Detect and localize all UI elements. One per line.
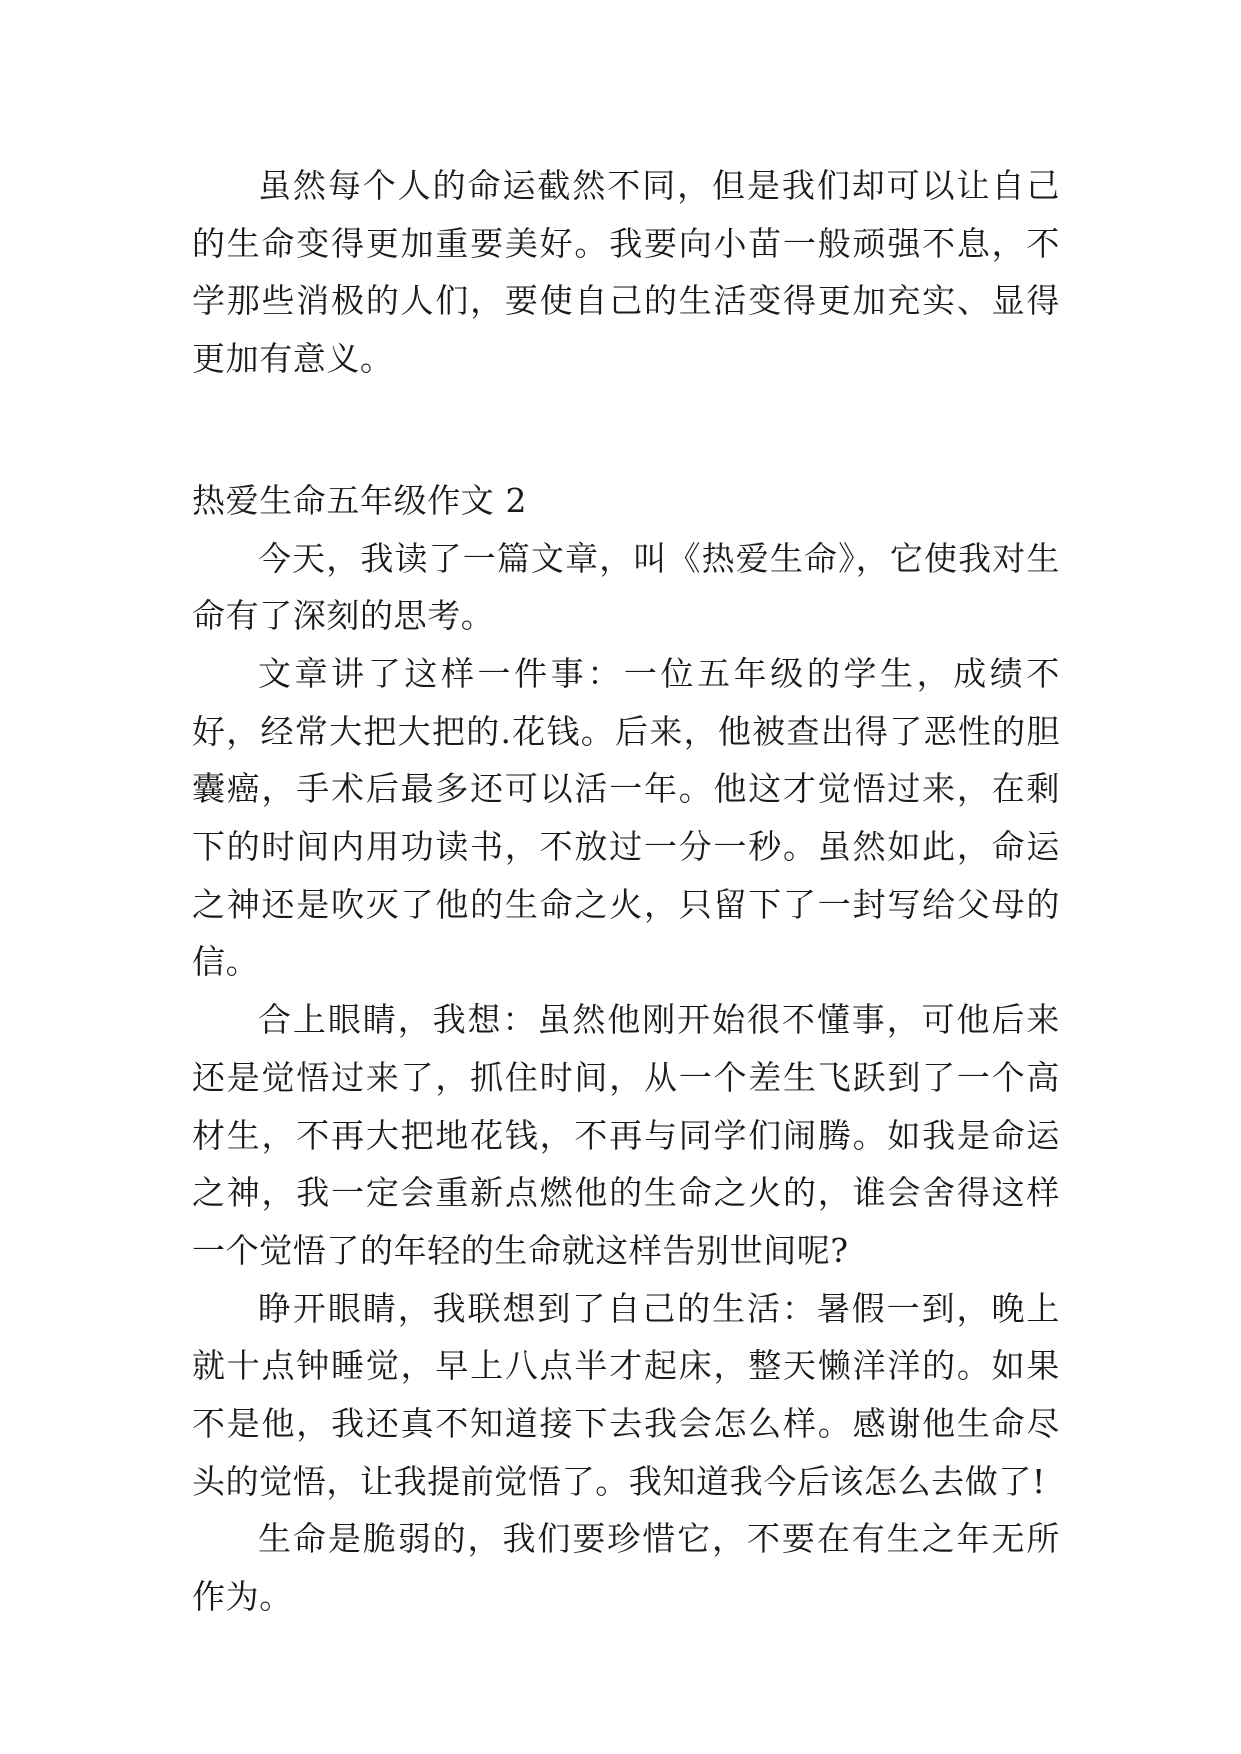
paragraph-5: 生命是脆弱的，我们要珍惜它，不要在有生之年无所作为。	[192, 1519, 1060, 1617]
paragraph-3: 合上眼睛，我想：虽然他刚开始很不懂事，可他后来还是觉悟过来了，抓住时间，从一个差生飞跃到了一个高材生，不再大把地花钱，不再与同学们闹腾。如我是命运之神，我一定会重新点燃他的生命之火的，谁会舍得这样一个觉悟了的年轻的生命就这样告别世间呢?	[192, 1000, 1060, 1270]
paragraph-1: 今天，我读了一篇文章，叫《热爱生命》，它使我对生命有了深刻的思考。	[192, 538, 1060, 636]
paragraph-intro: 虽然每个人的命运截然不同，但是我们却可以让自己的生命变得更加重要美好。我要向小苗一般顽强不息，不学那些消极的人们，要使自己的生活变得更加充实、显得更加有意义。	[192, 166, 1060, 379]
document-body	[192, 157, 1060, 1626]
paragraph-2: 文章讲了这样一件事：一位五年级的学生，成绩不好，经常大把大把的.花钱。后来，他被查出得了恶性的胆囊癌，手术后最多还可以活一年。他这才觉悟过来，在剩下的时间内用功读书，不放过一分一秒。虽然如此，命运之神还是吹灭了他的生命之火，只留下了一封写给父母的信。	[192, 653, 1060, 982]
section-heading: 热爱生命五年级作文 2	[192, 480, 528, 520]
paragraph-4: 睁开眼睛，我联想到了自己的生活：暑假一到，晚上就十点钟睡觉，早上八点半才起床，整天懒洋洋的。如果不是他，我还真不知道接下去我会怎么样。感谢他生命尽头的觉悟，让我提前觉悟了。我知道我今后该怎么去做了!	[192, 1288, 1060, 1501]
